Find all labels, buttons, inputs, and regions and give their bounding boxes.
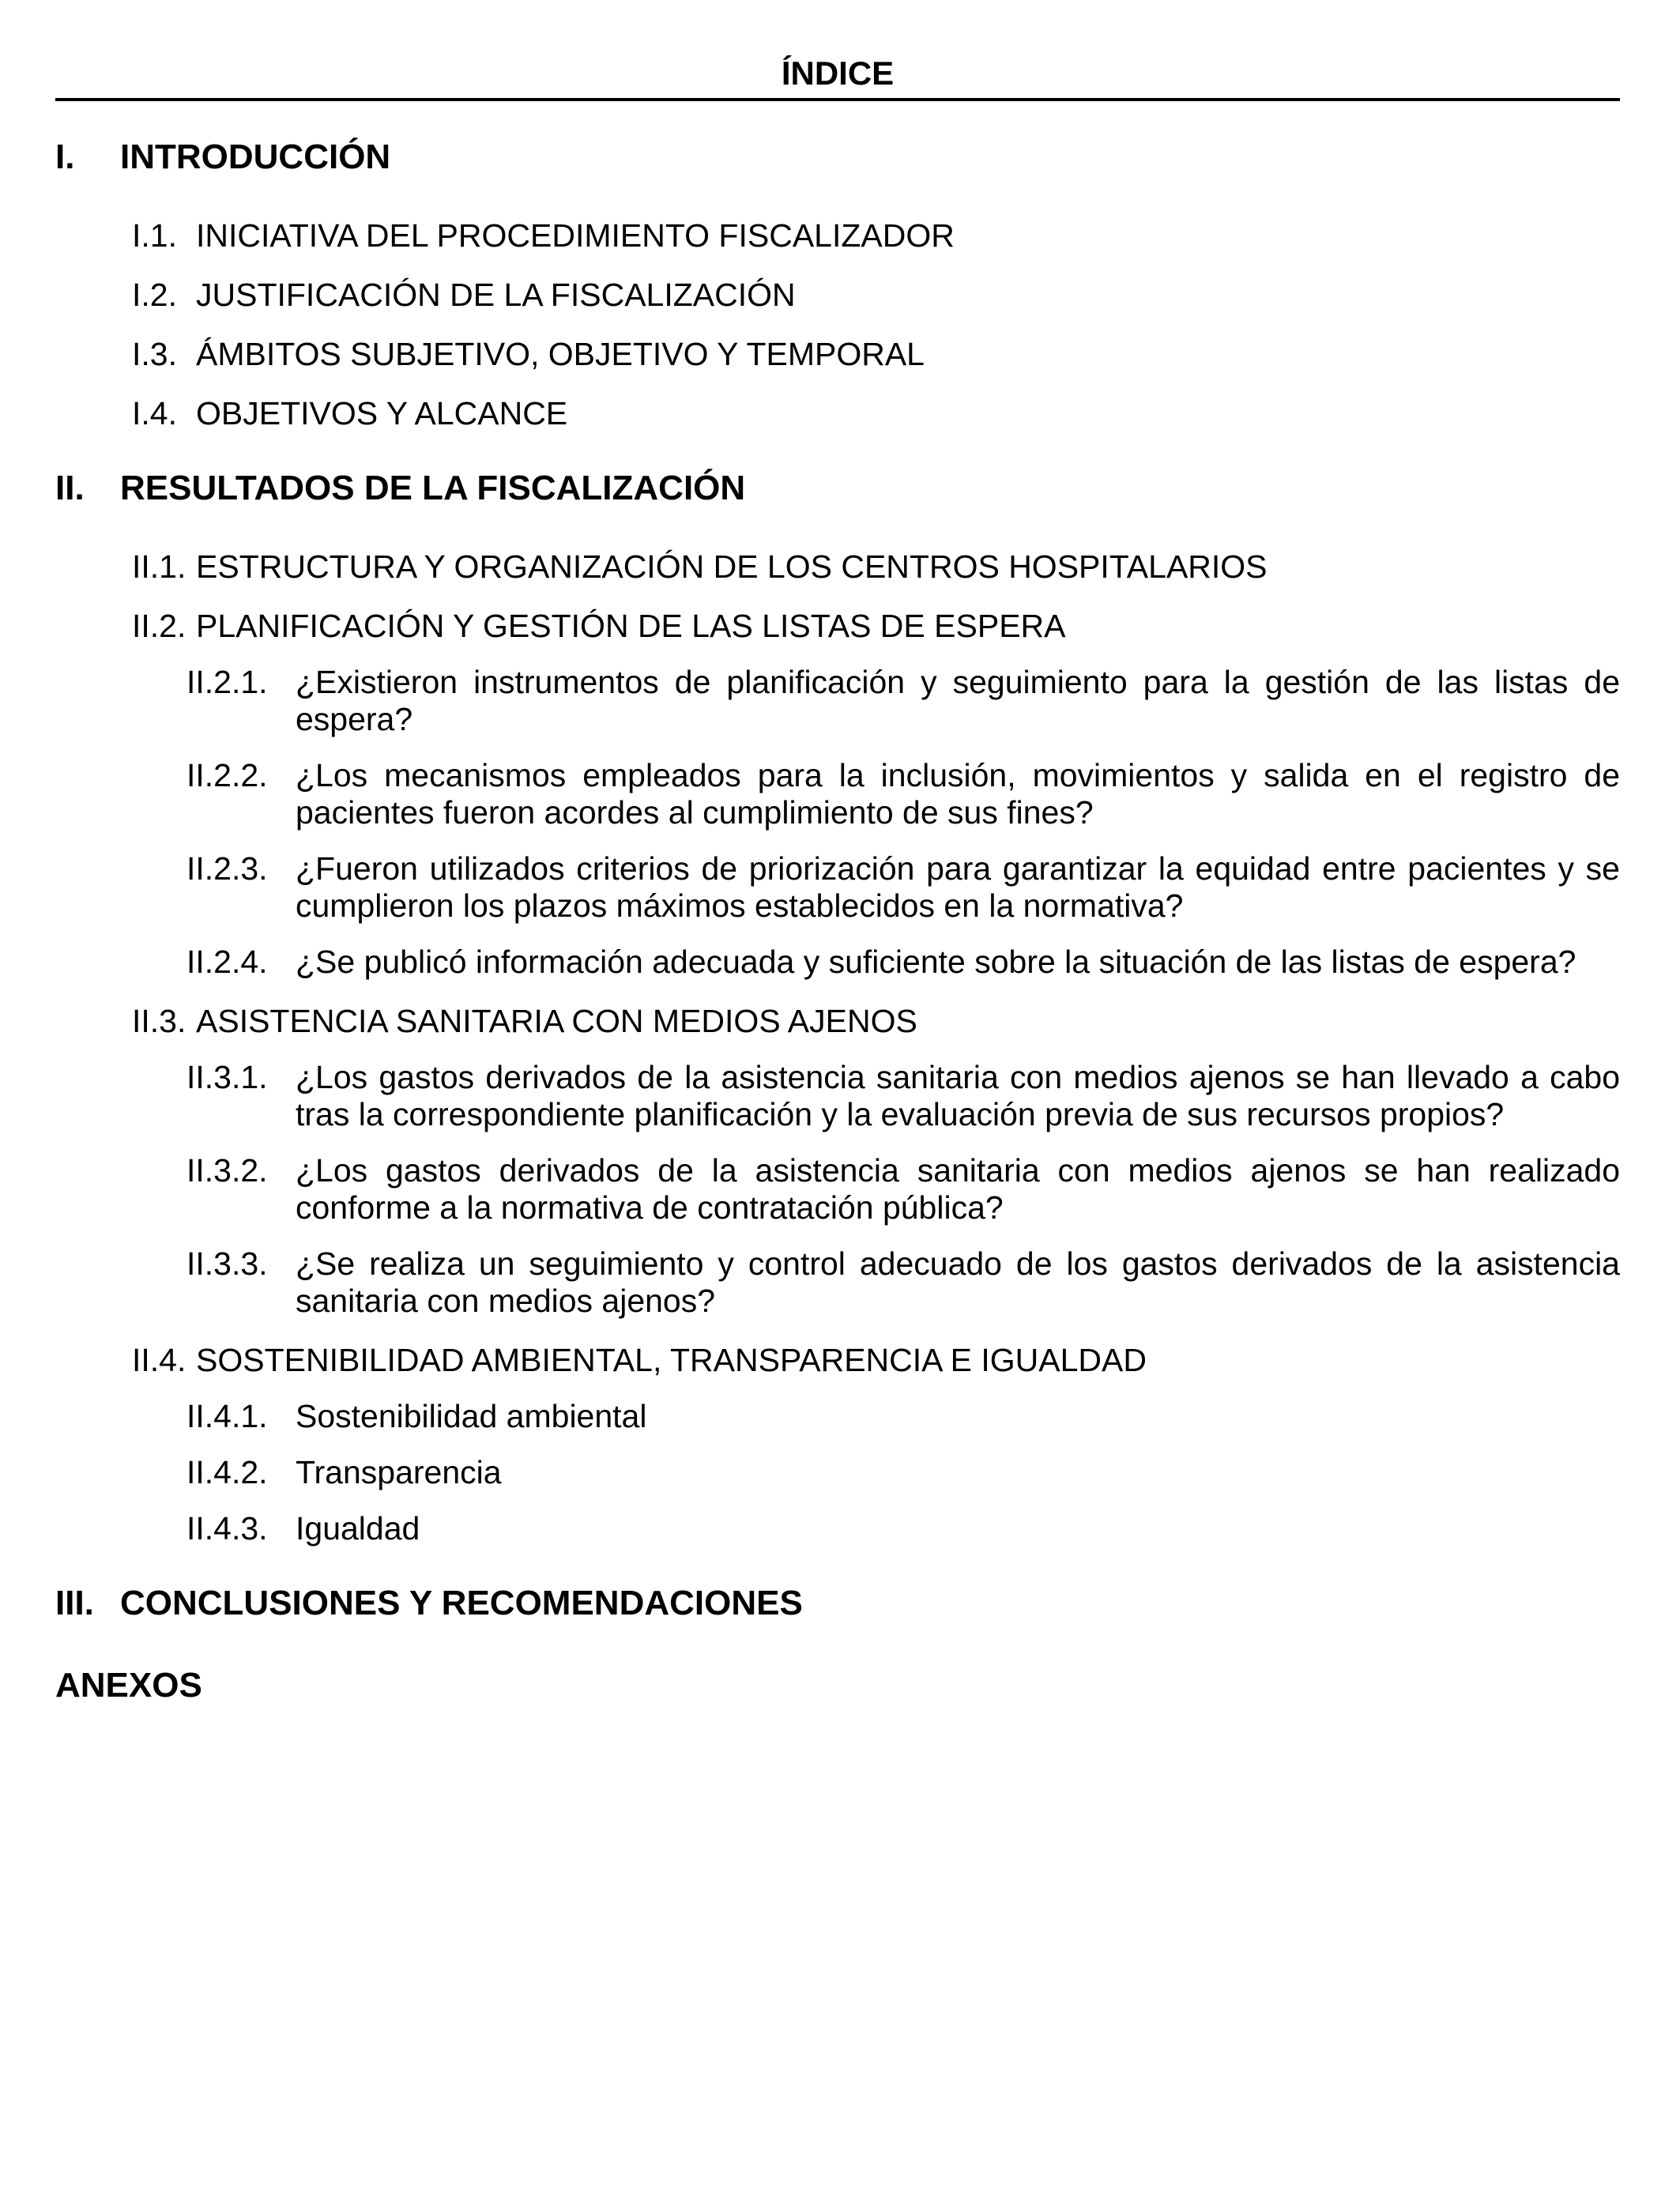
- toc-entry: [55, 664, 1620, 738]
- toc-entry-text: INTRODUCCIÓN: [120, 138, 391, 176]
- toc-entry-number: II.2.3.: [186, 850, 268, 887]
- toc-entry-text: Sostenibilidad ambiental: [296, 1398, 647, 1434]
- toc-entry-text: SOSTENIBILIDAD AMBIENTAL, TRANSPARENCIA E IGUALDAD: [196, 1342, 1147, 1378]
- toc-entry: [55, 469, 1620, 508]
- toc-entry-number: II.2.1.: [186, 664, 268, 700]
- toc-entry-text: ¿Los gastos derivados de la asistencia sanitaria con medios ajenos se han realizado conforme a la normativa de contratación pública?: [296, 1152, 1620, 1226]
- toc-entry: [55, 1398, 1620, 1435]
- toc-entry-text: CONCLUSIONES Y RECOMENDACIONES: [120, 1584, 803, 1622]
- document-title: ÍNDICE: [781, 55, 895, 92]
- toc-entry-text: ¿Los gastos derivados de la asistencia sanitaria con medios ajenos se han llevado a cabo tras la correspondiente planificación y la evaluación previa de sus recursos propios?: [296, 1059, 1620, 1132]
- toc-entry: [55, 1584, 1620, 1623]
- toc-entry: [55, 1510, 1620, 1547]
- toc-entry-number: III.: [55, 1584, 94, 1622]
- toc-entry: [55, 757, 1620, 831]
- toc-entry: [55, 336, 1620, 373]
- toc-entry: [55, 608, 1620, 645]
- toc-entry: [55, 1152, 1620, 1226]
- toc-entry-number: II.4.3.: [186, 1510, 268, 1547]
- toc-entry-number: II.3.: [132, 1003, 186, 1039]
- toc-entry-text: ASISTENCIA SANITARIA CON MEDIOS AJENOS: [196, 1003, 917, 1039]
- toc-entry-number: II.2.4.: [186, 944, 268, 980]
- toc-entry-text: ESTRUCTURA Y ORGANIZACIÓN DE LOS CENTROS HOSPITALARIOS: [196, 548, 1268, 585]
- toc-entry-text: ANEXOS: [55, 1666, 202, 1705]
- toc-entry-number: II.4.2.: [186, 1454, 268, 1490]
- toc-entry-text: Igualdad: [296, 1510, 420, 1547]
- toc-entry: [55, 1342, 1620, 1379]
- toc-entry-text: ¿Los mecanismos empleados para la inclusión, movimientos y salida en el registro de pacientes fueron acordes al cumplimiento de sus fines?: [296, 757, 1620, 831]
- toc-entry: [55, 1059, 1620, 1133]
- toc-entry: [55, 138, 1620, 177]
- toc-entry-text: ¿Se publicó información adecuada y suficiente sobre la situación de las listas de espera?: [296, 944, 1576, 980]
- toc-entry: [55, 277, 1620, 314]
- toc-entry: [55, 1003, 1620, 1040]
- toc-entry-number: I.4.: [132, 395, 177, 431]
- toc-entry: [55, 1454, 1620, 1491]
- title-rule: [55, 98, 1620, 101]
- toc-entry: [55, 944, 1620, 981]
- toc-entry: [55, 850, 1620, 925]
- toc-entry-number: II.3.3.: [186, 1245, 268, 1282]
- toc-entry-number: II.2.: [132, 608, 186, 644]
- toc-entry-text: RESULTADOS DE LA FISCALIZACIÓN: [120, 469, 746, 507]
- toc-entry-text: ¿Se realiza un seguimiento y control adecuado de los gastos derivados de la asistencia sanitaria con medios ajenos?: [296, 1245, 1620, 1319]
- toc-entry-number: I.2.: [132, 277, 177, 313]
- toc-entry-text: ÁMBITOS SUBJETIVO, OBJETIVO Y TEMPORAL: [196, 336, 925, 372]
- toc-entry-text: ¿Fueron utilizados criterios de priorización para garantizar la equidad entre pacientes y se cumplieron los plazos máximos establecidos en la normativa?: [296, 850, 1620, 924]
- toc-entry-text: INICIATIVA DEL PROCEDIMIENTO FISCALIZADOR: [196, 217, 955, 254]
- toc-entry-number: I.3.: [132, 336, 177, 372]
- toc-entry-number: II.4.1.: [186, 1398, 268, 1434]
- toc-entry-number: II.1.: [132, 548, 186, 585]
- toc-entry-number: II.4.: [132, 1342, 186, 1378]
- toc-entry: [55, 1245, 1620, 1320]
- toc-entry-text: Transparencia: [296, 1454, 502, 1490]
- toc-entry-text: JUSTIFICACIÓN DE LA FISCALIZACIÓN: [196, 277, 796, 313]
- toc-entry: [55, 395, 1620, 432]
- toc-entry-text: PLANIFICACIÓN Y GESTIÓN DE LAS LISTAS DE ESPERA: [196, 608, 1066, 644]
- toc-entry-number: II.3.1.: [186, 1059, 268, 1095]
- toc-entry-number: II.: [55, 469, 85, 507]
- toc-entry-anexos: [55, 1666, 1620, 1705]
- toc-entry: [55, 548, 1620, 586]
- toc-entry-number: II.3.2.: [186, 1152, 268, 1189]
- toc-entry-text: ¿Existieron instrumentos de planificación y seguimiento para la gestión de las listas de espera?: [296, 664, 1620, 737]
- toc-entry: [55, 217, 1620, 254]
- toc-entry-number: I.1.: [132, 217, 177, 254]
- toc-entry-number: II.2.2.: [186, 757, 268, 793]
- toc-entry-number: I.: [55, 138, 75, 176]
- toc-entry-text: OBJETIVOS Y ALCANCE: [196, 395, 568, 431]
- table-of-contents: [55, 138, 1620, 1705]
